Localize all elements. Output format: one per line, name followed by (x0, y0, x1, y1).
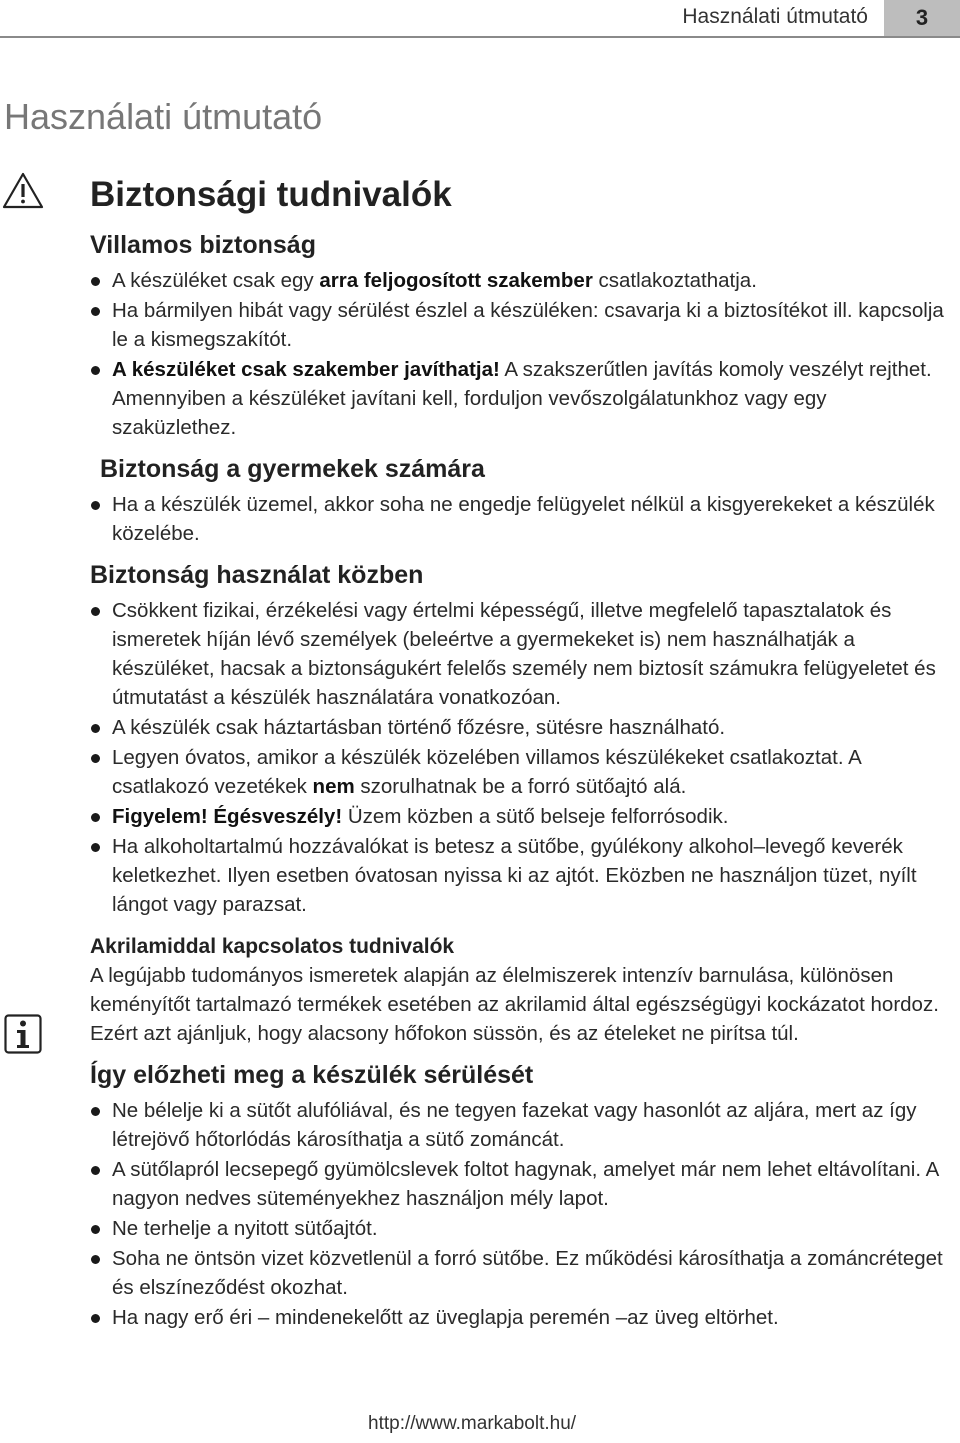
list-item: Csökkent fizikai, érzékelési vagy értelmi képességű, illetve megfelelő tapasztalatok és ismeretek híján lévő személyek (beleértve a gyermekeket is) nem használhatják a készüléket, hacsak a biztonságukért felelős személy nem biztosít számukra felügyeletet és útmutatást a készülék használatára vonatkozóan. (90, 596, 950, 712)
warning-triangle-icon (2, 172, 44, 210)
usage-safety-list (90, 596, 950, 919)
list-item: A sütőlapról lecsepegő gyümölcslevek foltot hagynak, amelyet már nem lehet eltávolítani. A nagyon nedves süteményekhez használjon mély lapot. (90, 1155, 950, 1213)
list-item: Ne bélelje ki a sütőt alufóliával, és ne tegyen fazekat vagy hasonlót az aljára, mert az így létrejövő hőtorlódás károsíthatja a sütő zománcát. (90, 1096, 950, 1154)
list-item: Ha nagy erő éri – mindenekelőtt az üveglapja peremén –az üveg eltörhet. (90, 1303, 950, 1332)
damage-prevention-list (90, 1096, 950, 1332)
list-item: Ha alkoholtartalmú hozzávalókat is betesz a sütőbe, gyúlékony alkohol–levegő keverék keletkezhet. Ilyen esetben óvatosan nyissa ki az ajtót. Eközben ne használjon tüzet, nyílt lángot vagy parazsat. (90, 832, 950, 919)
list-item: Ne terhelje a nyitott sütőajtót. (90, 1214, 950, 1243)
page-header (0, 0, 960, 38)
children-safety-list (90, 490, 950, 548)
list-item: Ha bármilyen hibát vagy sérülést észlel a készüléken: csavarja ki a biztosítékot ill. kapcsolja le a kismegszakítót. (90, 296, 950, 354)
list-item: Ha a készülék üzemel, akkor soha ne engedje felügyelet nélkül a kisgyerekeket a készülék közelébe. (90, 490, 950, 548)
list-item: Soha ne öntsön vizet közvetlenül a forró sütőbe. Ez működési károsíthatja a zománcréteget és elszíneződést okozhat. (90, 1244, 950, 1302)
electrical-safety-list (90, 266, 950, 442)
main-title: Használati útmutató (4, 96, 323, 137)
usage-safety-heading: Biztonság használat közben (90, 561, 424, 589)
content-column (90, 174, 950, 1333)
footer-url: http://www.markabolt.hu/ (368, 1413, 577, 1434)
list-item: Figyelem! Égésveszély! Üzem közben a sütő belseje felforrósodik. (90, 802, 950, 831)
electrical-safety-heading: Villamos biztonság (90, 231, 316, 259)
damage-prevention-heading: Így előzheti meg a készülék sérülését (90, 1061, 534, 1089)
children-safety-heading: Biztonság a gyermekek számára (100, 455, 485, 483)
header-title: Használati útmutató (682, 5, 868, 28)
acrylamide-text: A legújabb tudományos ismeretek alapján az élelmiszerek intenzív barnulása, különösen keményítőt tartalmazó termékek esetében az akrilamid által egészségügyi kockázatot hordoz. Ezért azt ajánljuk, hogy alacsony hőfokon süssön, és az ételeket ne pirítsa túl. (90, 964, 939, 1045)
list-item: A készüléket csak egy arra feljogosított szakember csatlakoztathatja. (90, 266, 950, 295)
acrylamide-heading: Akrilamiddal kapcsolatos tudnivalók (90, 935, 455, 958)
page-number: 3 (884, 0, 960, 36)
info-icon (4, 1014, 42, 1054)
list-item: Legyen óvatos, amikor a készülék közelében villamos készülékeket csatlakoztat. A csatlakozó vezetékek nem szorulhatnak be a forró sütőajtó alá. (90, 743, 950, 801)
safety-heading: Biztonsági tudnivalók (90, 175, 452, 214)
list-item: A készüléket csak szakember javíthatja! A szakszerűtlen javítás komoly veszélyt rejthet. Amennyiben a készüléket javítani kell, forduljon vevőszolgálatunkhoz vagy egy szaküzlethez. (90, 355, 950, 442)
list-item: A készülék csak háztartásban történő főzésre, sütésre használható. (90, 713, 950, 742)
